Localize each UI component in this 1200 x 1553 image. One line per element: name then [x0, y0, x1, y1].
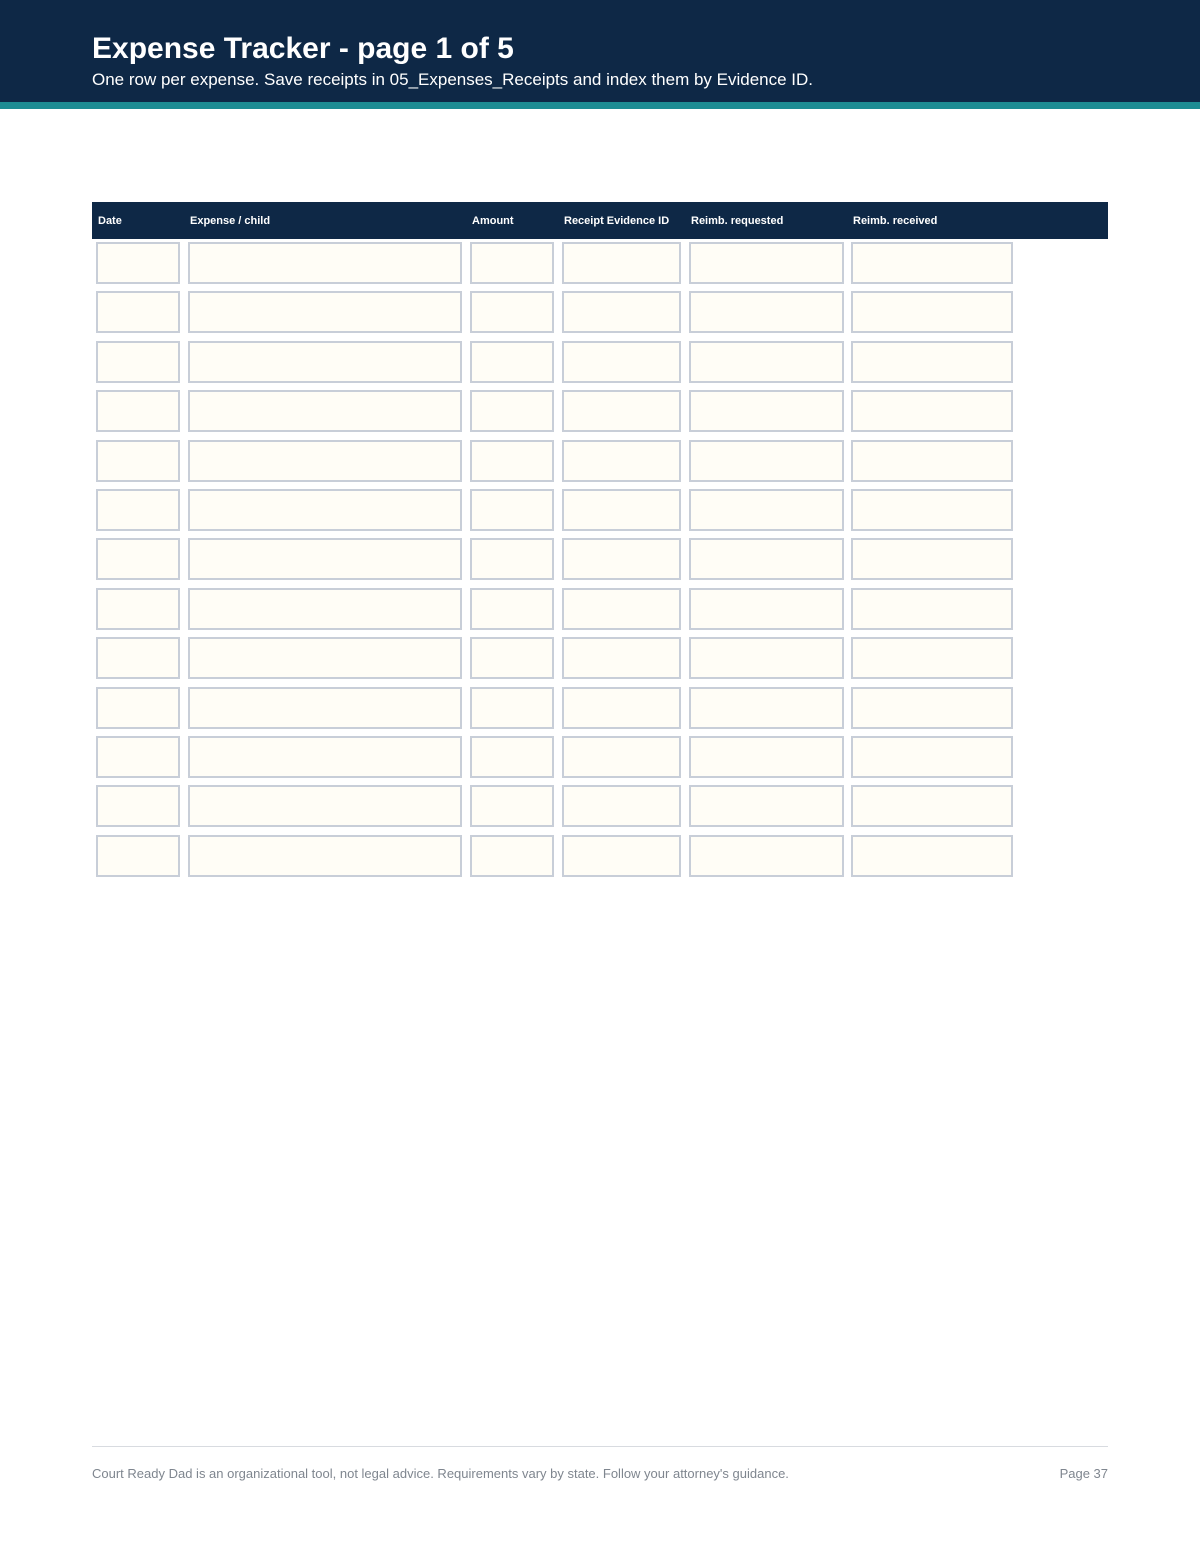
- date-field[interactable]: [96, 687, 180, 729]
- reimb-requested-field[interactable]: [689, 637, 844, 679]
- reimb-requested-field[interactable]: [689, 390, 844, 432]
- date-field[interactable]: [96, 291, 180, 333]
- receipt-evidence-id-field[interactable]: [562, 538, 681, 580]
- receipt-evidence-id-field[interactable]: [562, 637, 681, 679]
- expense-child-field[interactable]: [188, 736, 462, 778]
- reimb-requested-field[interactable]: [689, 242, 844, 284]
- receipt-evidence-id-field[interactable]: [562, 736, 681, 778]
- reimb-received-field[interactable]: [851, 588, 1013, 630]
- receipt-evidence-id-field[interactable]: [562, 390, 681, 432]
- column-header-reimb-received: Reimb. received: [853, 215, 938, 227]
- column-header-receipt-evidence-id: Receipt Evidence ID: [564, 215, 670, 227]
- date-field[interactable]: [96, 341, 180, 383]
- reimb-received-field[interactable]: [851, 390, 1013, 432]
- reimb-received-field[interactable]: [851, 538, 1013, 580]
- expense-child-field[interactable]: [188, 687, 462, 729]
- column-header-reimb-requested: Reimb. requested: [691, 215, 784, 227]
- reimb-requested-field[interactable]: [689, 785, 844, 827]
- footer-divider: [92, 1446, 1108, 1447]
- date-field[interactable]: [96, 489, 180, 531]
- reimb-received-field[interactable]: [851, 291, 1013, 333]
- date-field[interactable]: [96, 785, 180, 827]
- amount-field[interactable]: [470, 489, 554, 531]
- reimb-requested-field[interactable]: [689, 588, 844, 630]
- reimb-requested-field[interactable]: [689, 835, 844, 877]
- reimb-requested-field[interactable]: [689, 489, 844, 531]
- page-number: Page 37: [1059, 1466, 1108, 1481]
- amount-field[interactable]: [470, 687, 554, 729]
- column-header-date: Date: [98, 215, 122, 227]
- amount-field[interactable]: [470, 242, 554, 284]
- expense-child-field[interactable]: [188, 291, 462, 333]
- amount-field[interactable]: [470, 736, 554, 778]
- amount-field[interactable]: [470, 637, 554, 679]
- amount-field[interactable]: [470, 390, 554, 432]
- amount-field[interactable]: [470, 341, 554, 383]
- reimb-requested-field[interactable]: [689, 687, 844, 729]
- expense-child-field[interactable]: [188, 242, 462, 284]
- amount-field[interactable]: [470, 785, 554, 827]
- date-field[interactable]: [96, 242, 180, 284]
- reimb-received-field[interactable]: [851, 440, 1013, 482]
- receipt-evidence-id-field[interactable]: [562, 588, 681, 630]
- date-field[interactable]: [96, 440, 180, 482]
- receipt-evidence-id-field[interactable]: [562, 835, 681, 877]
- page-subtitle: One row per expense. Save receipts in 05_Expenses_Receipts and index them by Evidence ID.: [92, 70, 814, 89]
- expense-child-field[interactable]: [188, 637, 462, 679]
- receipt-evidence-id-field[interactable]: [562, 291, 681, 333]
- date-field[interactable]: [96, 588, 180, 630]
- amount-field[interactable]: [470, 291, 554, 333]
- date-field[interactable]: [96, 736, 180, 778]
- receipt-evidence-id-field[interactable]: [562, 489, 681, 531]
- amount-field[interactable]: [470, 588, 554, 630]
- reimb-requested-field[interactable]: [689, 341, 844, 383]
- date-field[interactable]: [96, 637, 180, 679]
- reimb-received-field[interactable]: [851, 785, 1013, 827]
- reimb-requested-field[interactable]: [689, 440, 844, 482]
- expense-child-field[interactable]: [188, 440, 462, 482]
- receipt-evidence-id-field[interactable]: [562, 440, 681, 482]
- reimb-requested-field[interactable]: [689, 291, 844, 333]
- date-field[interactable]: [96, 835, 180, 877]
- reimb-received-field[interactable]: [851, 489, 1013, 531]
- expense-child-field[interactable]: [188, 588, 462, 630]
- page-title: Expense Tracker - page 1 of 5: [92, 32, 514, 65]
- receipt-evidence-id-field[interactable]: [562, 687, 681, 729]
- expense-child-field[interactable]: [188, 538, 462, 580]
- expense-child-field[interactable]: [188, 835, 462, 877]
- expense-child-field[interactable]: [188, 390, 462, 432]
- expense-child-field[interactable]: [188, 785, 462, 827]
- date-field[interactable]: [96, 538, 180, 580]
- column-header-expense-child: Expense / child: [190, 215, 271, 227]
- amount-field[interactable]: [470, 538, 554, 580]
- reimb-requested-field[interactable]: [689, 538, 844, 580]
- expense-child-field[interactable]: [188, 341, 462, 383]
- footer-disclaimer: Court Ready Dad is an organizational tool, not legal advice. Requirements vary by state. Follow your attorney's guidance.: [92, 1466, 789, 1481]
- reimb-received-field[interactable]: [851, 736, 1013, 778]
- reimb-received-field[interactable]: [851, 242, 1013, 284]
- receipt-evidence-id-field[interactable]: [562, 785, 681, 827]
- receipt-evidence-id-field[interactable]: [562, 341, 681, 383]
- date-field[interactable]: [96, 390, 180, 432]
- reimb-received-field[interactable]: [851, 637, 1013, 679]
- amount-field[interactable]: [470, 835, 554, 877]
- reimb-received-field[interactable]: [851, 687, 1013, 729]
- expense-child-field[interactable]: [188, 489, 462, 531]
- column-header-amount: Amount: [472, 215, 514, 227]
- reimb-requested-field[interactable]: [689, 736, 844, 778]
- reimb-received-field[interactable]: [851, 835, 1013, 877]
- reimb-received-field[interactable]: [851, 341, 1013, 383]
- amount-field[interactable]: [470, 440, 554, 482]
- receipt-evidence-id-field[interactable]: [562, 242, 681, 284]
